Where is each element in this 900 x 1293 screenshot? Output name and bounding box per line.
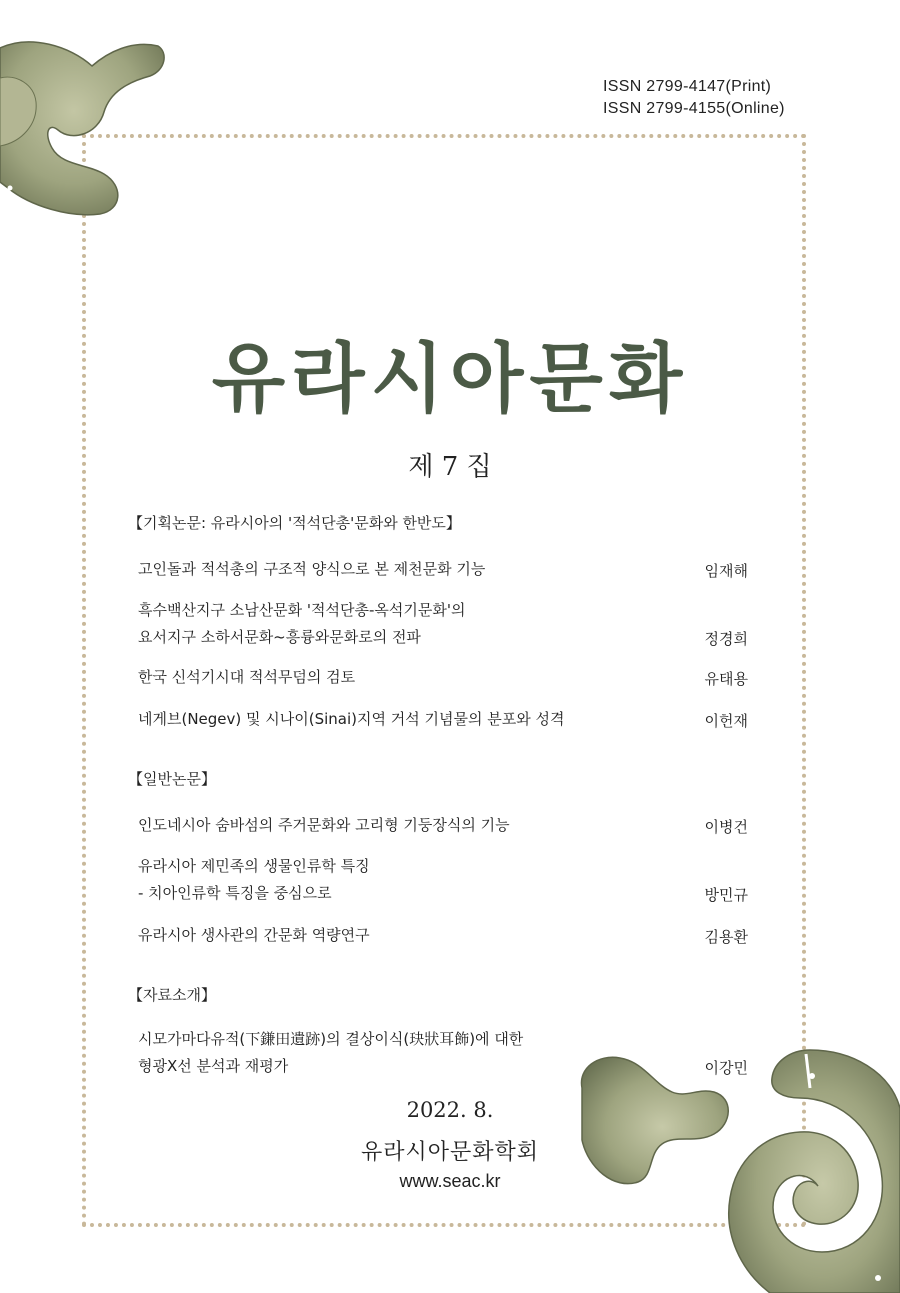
- toc-entry-author: 이헌재: [704, 712, 748, 730]
- toc-entry-author: 이병건: [704, 818, 748, 836]
- toc-entry-author: 유태용: [704, 670, 748, 688]
- toc-entry-line: 형광X선 분석과 재평가: [138, 1057, 289, 1075]
- toc-entry-author: 김용환: [704, 928, 748, 946]
- volume-number: 제 7 집: [408, 452, 492, 482]
- toc-entry-title: [138, 706, 564, 733]
- toc-entry-line: 유라시아 제민족의 생물인류학 특징: [138, 857, 370, 875]
- publication-date: 2022. 8.: [406, 1098, 494, 1122]
- issn-block: [603, 76, 785, 120]
- jade-ornament-top-left: [0, 38, 172, 218]
- toc-entry-line: - 치아인류학 특징을 중심으로: [138, 884, 332, 902]
- section-heading-general: 【일반논문】: [128, 770, 216, 788]
- toc-entry-title: [138, 853, 370, 907]
- toc-entry-line: 유라시아 생사관의 간문화 역량연구: [138, 926, 370, 944]
- toc-entry-title: [138, 597, 466, 651]
- toc-entry-line: 시모가마다유적(下鎌田遺跡)의 결상이식(玦狀耳飾)에 대한: [138, 1030, 524, 1048]
- toc-entry-author: 이강민: [704, 1059, 748, 1077]
- toc-entry-line: 요서지구 소하서문화~흥륭와문화로의 전파: [138, 628, 421, 646]
- toc-entry-line: 인도네시아 숨바섬의 주거문화와 고리형 기둥장식의 기능: [138, 816, 510, 834]
- publisher-name: 유라시아문화학회: [360, 1140, 540, 1165]
- section-heading-special: 【기획논문: 유라시아의 '적석단총'문화와 한반도】: [128, 514, 461, 532]
- toc-entry-author: 방민규: [704, 886, 748, 904]
- issn-online: ISSN 2799-4155(Online): [603, 100, 785, 117]
- toc-entry-title: [138, 812, 510, 839]
- journal-title: 유라시아문화: [211, 334, 689, 423]
- toc-entry-line: 흑수백산지구 소남산문화 '적석단총-옥석기문화'의: [138, 601, 466, 619]
- toc-entry-author: 임재해: [704, 562, 748, 580]
- toc-entry-author: 정경희: [704, 630, 748, 648]
- toc-entry-title: [138, 922, 370, 949]
- toc-entry-line: 한국 신석기시대 적석무덤의 검토: [138, 668, 356, 686]
- toc-entry-line: 고인돌과 적석총의 구조적 양식으로 본 제천문화 기능: [138, 560, 486, 578]
- toc-entry-title: [138, 664, 355, 691]
- toc-entry-line: 네게브(Negev) 및 시나이(Sinai)지역 거석 기념물의 분포와 성격: [138, 710, 565, 728]
- issn-print: ISSN 2799-4147(Print): [603, 78, 772, 95]
- toc-entry-title: [138, 1026, 523, 1080]
- toc-entry-title: [138, 556, 485, 583]
- section-heading-materials: 【자료소개】: [128, 986, 216, 1004]
- website-url: www.seac.kr: [399, 1171, 501, 1191]
